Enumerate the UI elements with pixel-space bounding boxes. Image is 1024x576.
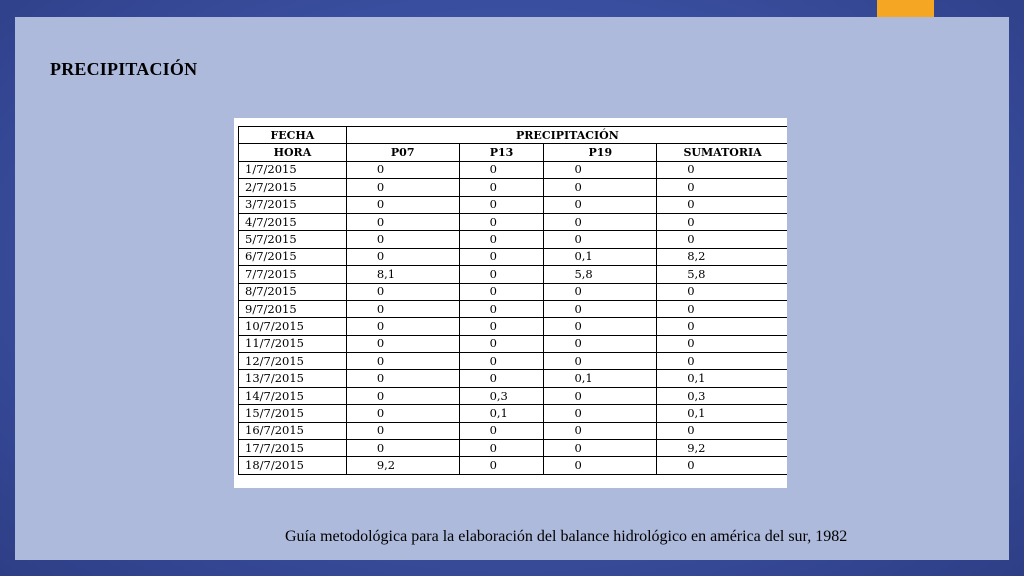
p07-cell: 0 bbox=[346, 231, 459, 248]
p13-cell: 0 bbox=[459, 266, 544, 283]
p13-cell: 0 bbox=[459, 300, 544, 317]
sumatoria-cell: 0 bbox=[657, 231, 787, 248]
p13-cell: 0 bbox=[459, 457, 544, 474]
table-row bbox=[239, 196, 788, 213]
p13-cell: 0 bbox=[459, 318, 544, 335]
date-cell: 17/7/2015 bbox=[239, 440, 347, 457]
date-cell: 15/7/2015 bbox=[239, 405, 347, 422]
date-cell: 8/7/2015 bbox=[239, 283, 347, 300]
p19-cell: 0 bbox=[544, 422, 657, 439]
p07-cell: 0 bbox=[346, 213, 459, 230]
date-cell: 2/7/2015 bbox=[239, 179, 347, 196]
p07-cell: 0 bbox=[346, 196, 459, 213]
sumatoria-cell: 0,3 bbox=[657, 387, 787, 404]
p19-cell: 0 bbox=[544, 283, 657, 300]
table-row bbox=[239, 266, 788, 283]
p13-cell: 0 bbox=[459, 283, 544, 300]
sumatoria-cell: 0,1 bbox=[657, 405, 787, 422]
precipitation-table bbox=[238, 126, 787, 475]
header-p07: P07 bbox=[346, 144, 459, 161]
accent-bar bbox=[877, 0, 934, 17]
sumatoria-cell: 0 bbox=[657, 335, 787, 352]
header-row-2 bbox=[239, 144, 788, 161]
date-cell: 7/7/2015 bbox=[239, 266, 347, 283]
table-row bbox=[239, 283, 788, 300]
table-row bbox=[239, 300, 788, 317]
p13-cell: 0,1 bbox=[459, 405, 544, 422]
table-row bbox=[239, 405, 788, 422]
table-row bbox=[239, 457, 788, 474]
p07-cell: 0 bbox=[346, 370, 459, 387]
date-cell: 18/7/2015 bbox=[239, 457, 347, 474]
table-row bbox=[239, 161, 788, 178]
sumatoria-cell: 0 bbox=[657, 213, 787, 230]
table-row bbox=[239, 179, 788, 196]
table-row bbox=[239, 440, 788, 457]
p13-cell: 0 bbox=[459, 248, 544, 265]
p07-cell: 0 bbox=[346, 387, 459, 404]
p19-cell: 0 bbox=[544, 318, 657, 335]
date-cell: 14/7/2015 bbox=[239, 387, 347, 404]
p07-cell: 0 bbox=[346, 405, 459, 422]
p07-cell: 0 bbox=[346, 179, 459, 196]
p19-cell: 0 bbox=[544, 213, 657, 230]
sumatoria-cell: 0 bbox=[657, 353, 787, 370]
p19-cell: 0 bbox=[544, 353, 657, 370]
p07-cell: 0 bbox=[346, 335, 459, 352]
header-fecha: FECHA bbox=[239, 127, 347, 144]
header-sumatoria: SUMATORIA bbox=[657, 144, 787, 161]
header-p19: P19 bbox=[544, 144, 657, 161]
header-precipitacion: PRECIPITACIÓN bbox=[346, 127, 787, 144]
table-row bbox=[239, 248, 788, 265]
p13-cell: 0,3 bbox=[459, 387, 544, 404]
date-cell: 12/7/2015 bbox=[239, 353, 347, 370]
p13-cell: 0 bbox=[459, 161, 544, 178]
table-row bbox=[239, 370, 788, 387]
p19-cell: 0 bbox=[544, 387, 657, 404]
p19-cell: 0 bbox=[544, 161, 657, 178]
p13-cell: 0 bbox=[459, 353, 544, 370]
p07-cell: 0 bbox=[346, 318, 459, 335]
p13-cell: 0 bbox=[459, 422, 544, 439]
p19-cell: 0 bbox=[544, 179, 657, 196]
p07-cell: 0 bbox=[346, 161, 459, 178]
date-cell: 1/7/2015 bbox=[239, 161, 347, 178]
date-cell: 11/7/2015 bbox=[239, 335, 347, 352]
date-cell: 9/7/2015 bbox=[239, 300, 347, 317]
slide-title: PRECIPITACIÓN bbox=[50, 59, 198, 79]
date-cell: 6/7/2015 bbox=[239, 248, 347, 265]
p07-cell: 0 bbox=[346, 353, 459, 370]
header-p13: P13 bbox=[459, 144, 544, 161]
p13-cell: 0 bbox=[459, 213, 544, 230]
table-image bbox=[234, 118, 787, 488]
table-row bbox=[239, 422, 788, 439]
sumatoria-cell: 9,2 bbox=[657, 440, 787, 457]
sumatoria-cell: 0 bbox=[657, 161, 787, 178]
p13-cell: 0 bbox=[459, 231, 544, 248]
table-row bbox=[239, 318, 788, 335]
p19-cell: 0 bbox=[544, 300, 657, 317]
date-cell: 3/7/2015 bbox=[239, 196, 347, 213]
table-row bbox=[239, 387, 788, 404]
p07-cell: 0 bbox=[346, 248, 459, 265]
date-cell: 10/7/2015 bbox=[239, 318, 347, 335]
p13-cell: 0 bbox=[459, 440, 544, 457]
p07-cell: 0 bbox=[346, 440, 459, 457]
table-row bbox=[239, 213, 788, 230]
sumatoria-cell: 0 bbox=[657, 283, 787, 300]
sumatoria-cell: 0 bbox=[657, 300, 787, 317]
table-row bbox=[239, 231, 788, 248]
p19-cell: 0 bbox=[544, 335, 657, 352]
date-cell: 4/7/2015 bbox=[239, 213, 347, 230]
sumatoria-cell: 0 bbox=[657, 179, 787, 196]
p19-cell: 5,8 bbox=[544, 266, 657, 283]
p13-cell: 0 bbox=[459, 370, 544, 387]
sumatoria-cell: 0,1 bbox=[657, 370, 787, 387]
p13-cell: 0 bbox=[459, 335, 544, 352]
sumatoria-cell: 5,8 bbox=[657, 266, 787, 283]
p19-cell: 0 bbox=[544, 231, 657, 248]
p19-cell: 0 bbox=[544, 405, 657, 422]
table-body bbox=[239, 161, 788, 474]
p19-cell: 0,1 bbox=[544, 370, 657, 387]
p07-cell: 0 bbox=[346, 283, 459, 300]
sumatoria-cell: 0 bbox=[657, 196, 787, 213]
p07-cell: 0 bbox=[346, 300, 459, 317]
date-cell: 13/7/2015 bbox=[239, 370, 347, 387]
p19-cell: 0 bbox=[544, 440, 657, 457]
date-cell: 5/7/2015 bbox=[239, 231, 347, 248]
sumatoria-cell: 8,2 bbox=[657, 248, 787, 265]
p13-cell: 0 bbox=[459, 179, 544, 196]
p19-cell: 0,1 bbox=[544, 248, 657, 265]
p13-cell: 0 bbox=[459, 196, 544, 213]
header-hora: HORA bbox=[239, 144, 347, 161]
p19-cell: 0 bbox=[544, 457, 657, 474]
sumatoria-cell: 0 bbox=[657, 457, 787, 474]
source-caption: Guía metodológica para la elaboración del balance hidrológico en américa del sur, 1982 bbox=[285, 528, 848, 545]
table-row bbox=[239, 335, 788, 352]
p07-cell: 0 bbox=[346, 422, 459, 439]
p07-cell: 9,2 bbox=[346, 457, 459, 474]
table-row bbox=[239, 353, 788, 370]
sumatoria-cell: 0 bbox=[657, 422, 787, 439]
p19-cell: 0 bbox=[544, 196, 657, 213]
sumatoria-cell: 0 bbox=[657, 318, 787, 335]
header-row-1 bbox=[239, 127, 788, 144]
date-cell: 16/7/2015 bbox=[239, 422, 347, 439]
p07-cell: 8,1 bbox=[346, 266, 459, 283]
